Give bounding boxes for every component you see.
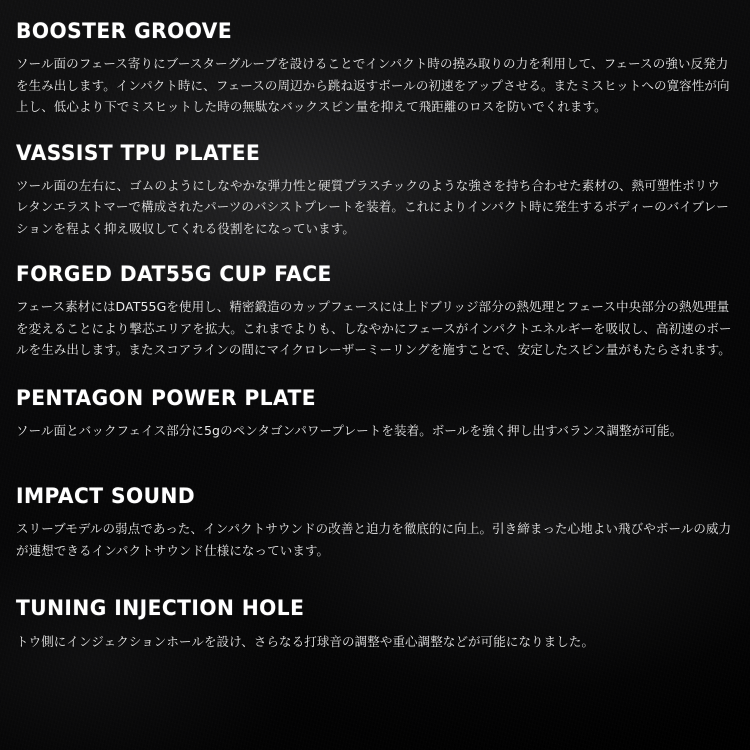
- section-body: ツール面の左右に、ゴムのようにしなやかな弾力性と硬質プラスチックのような強さを持ち合わせた素材の、熱可塑性ポリウレタンエラストマーで構成されたパーツのバシストプレートを装着。これによりインパクト時に発生するボディーのバイブレーションを程よく抑え吸収してくれる役割をになっています。: [16, 177, 729, 236]
- section-body: トウ側にインジェクションホールを設け、さらなる打球音の調整や重心調整などが可能になりました。: [16, 633, 595, 649]
- feature-sections-container: [16, 20, 734, 652]
- feature-section-pentagon-power-plate: [16, 387, 734, 442]
- section-heading: TUNING INJECTION HOLE: [16, 596, 305, 621]
- section-body: フェース素材にはDAT55Gを使用し、精密鍛造のカップフェースには上ドブリッジ部分の熱処理とフェース中央部分の熱処理量を変えることにより撃芯エリアを拡大。これまでよりも、しなやかにフェースがインパクトエネルギーを吸収し、高初速のボールを生み出します。またスコアラインの間にマイクロレーザーミーリングを施すことで、安定したスピン量がもたらされます。: [16, 299, 732, 358]
- section-heading: BOOSTER GROOVE: [16, 19, 233, 43]
- section-heading: IMPACT SOUND: [16, 484, 196, 509]
- section-body: スリーブモデルの弱点であった、インパクトサウンドの改善と迫力を徹底的に向上。引き締まった心地よい飛びやボールの威力が連想できるインパクトサウンド仕様になっています。: [16, 521, 732, 558]
- feature-section-vassist-tpu-platee: [16, 142, 734, 240]
- feature-section-impact-sound: [16, 485, 734, 561]
- section-body: ソール面のフェース寄りにブースターグルーブを設けることでインパクト時の撓み取りの力を利用して、フェースの強い反発力を生み出します。インパクト時に、フェースの周辺から跳ね返すボールの初速をアップさせる。またミスヒットへの寛容性が向上し、低心より下でミスヒットした時の無駄なバックスピン量を抑えて飛距離のロスを防いでくれます。: [16, 56, 730, 115]
- section-heading: VASSIST TPU PLATEE: [16, 140, 261, 165]
- section-body: ソール面とバックフェイス部分に5gのペンタゴンパワープレートを装着。ボールを強く押し出すバランス調整が可能。: [16, 422, 683, 438]
- feature-section-tuning-injection-hole: [16, 597, 734, 652]
- feature-section-forged-dat55g-cup-face: [16, 263, 734, 361]
- section-heading: PENTAGON POWER PLATE: [16, 385, 317, 410]
- feature-section-booster-groove: [16, 20, 734, 118]
- section-heading: FORGED DAT55G CUP FACE: [16, 262, 332, 287]
